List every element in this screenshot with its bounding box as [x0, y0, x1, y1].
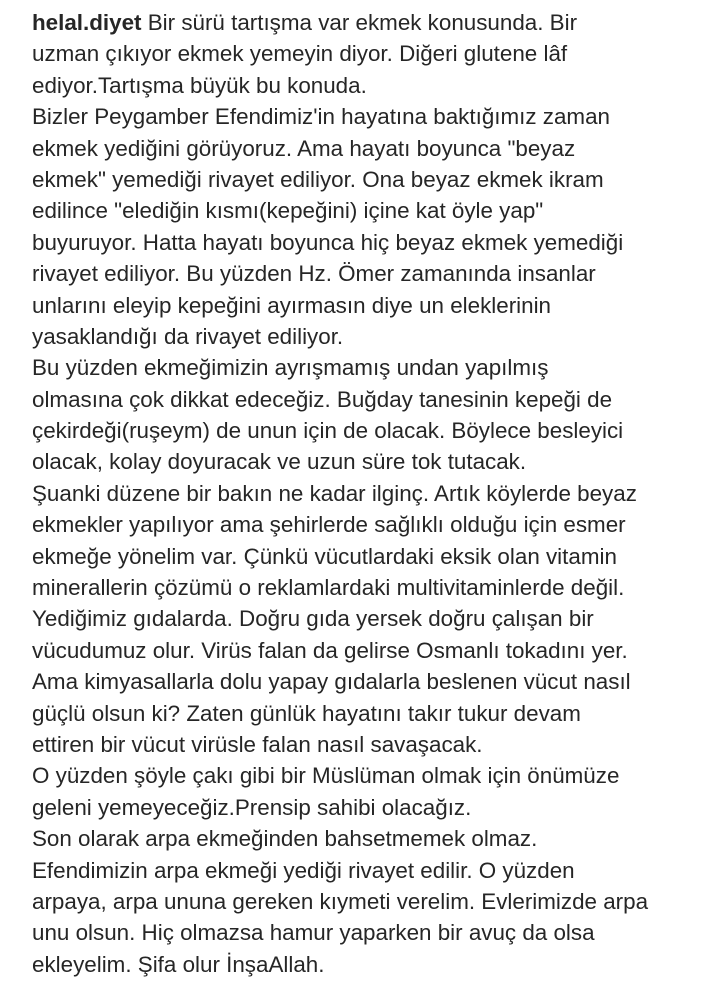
caption-line: yasaklandığı da rivayet ediliyor.: [32, 323, 344, 349]
caption-line: olacak, kolay doyuracak ve uzun süre tok tutacak.: [32, 449, 527, 475]
caption-line: ettiren bir vücut virüsle falan nasıl savaşacak.: [32, 731, 483, 757]
caption-line: buyuruyor. Hatta hayatı boyunca hiç beyaz ekmek yemediği: [32, 229, 624, 255]
caption-line: geleni yemeyeceğiz.Prensip sahibi olacağız.: [32, 794, 472, 820]
caption-line: Ama kimyasallarla dolu yapay gıdalarla beslenen vücut nasıl: [32, 669, 631, 695]
caption-line: Bizler Peygamber Efendimiz'in hayatına baktığımız zaman: [32, 104, 610, 130]
username-link[interactable]: helal.diyet: [32, 10, 142, 35]
clipped-next-row: [32, 976, 152, 986]
caption-line: rivayet ediliyor. Bu yüzden Hz. Ömer zamanında insanlar: [32, 261, 596, 287]
caption-line: güçlü olsun ki? Zaten günlük hayatını takır tukur devam: [32, 700, 581, 726]
caption-line: ediyor.Tartışma büyük bu konuda.: [32, 72, 367, 98]
caption-line: ekmeğe yönelim var. Çünkü vücutlardaki eksik olan vitamin: [32, 543, 617, 569]
caption-line: [32, 7, 712, 38]
caption-line: ekmek yediğini görüyoruz. Ama hayatı boyunca "beyaz: [32, 135, 576, 161]
caption-line: Son olarak arpa ekmeğinden bahsetmemek olmaz.: [32, 826, 538, 852]
caption-line: Bu yüzden ekmeğimizin ayrışmamış undan yapılmış: [32, 355, 549, 381]
caption-line: unlarını eleyip kepeğini ayırmasın diye un eleklerinin: [32, 292, 552, 318]
caption-line: uzman çıkıyor ekmek yemeyin diyor. Diğeri glutene lâf: [32, 41, 568, 67]
caption-line: unu olsun. Hiç olmazsa hamur yaparken bir avuç da olsa: [32, 920, 595, 946]
caption-line: edilince "elediğin kısmı(kepeğini) içine kat öyle yap": [32, 198, 544, 224]
caption-line: çekirdeği(ruşeym) de unun için de olacak. Böylece besleyici: [32, 418, 624, 444]
caption-line: minerallerin çözümü o reklamlardaki multivitaminlerde değil.: [32, 575, 625, 601]
caption-line: arpaya, arpa ununa gereken kıymeti verelim. Evlerimizde arpa: [32, 888, 649, 914]
caption-line: ekmek" yemediği rivayet ediliyor. Ona beyaz ekmek ikram: [32, 166, 604, 192]
caption-line: O yüzden şöyle çakı gibi bir Müslüman olmak için önümüze: [32, 763, 620, 789]
caption-line: ekmekler yapılıyor ama şehirlerde sağlıklı olduğu için esmer: [32, 512, 626, 538]
caption-line: olmasına çok dikkat edeceğiz. Buğday tanesinin kepeği de: [32, 386, 613, 412]
caption-text: Bir sürü tartışma var ekmek konusunda. Bir: [141, 10, 578, 35]
caption-line: Yediğimiz gıdalarda. Doğru gıda yersek doğru çalışan bir: [32, 606, 594, 632]
caption-line: ekleyelim. Şifa olur İnşaAllah.: [32, 951, 325, 977]
caption-line: vücudumuz olur. Virüs falan da gelirse Osmanlı tokadını yer.: [32, 637, 628, 663]
caption-line: Şuanki düzene bir bakın ne kadar ilginç. Artık köylerde beyaz: [32, 480, 637, 506]
post-caption: [32, 7, 712, 980]
caption-line: Efendimizin arpa ekmeği yediği rivayet edilir. O yüzden: [32, 857, 575, 883]
